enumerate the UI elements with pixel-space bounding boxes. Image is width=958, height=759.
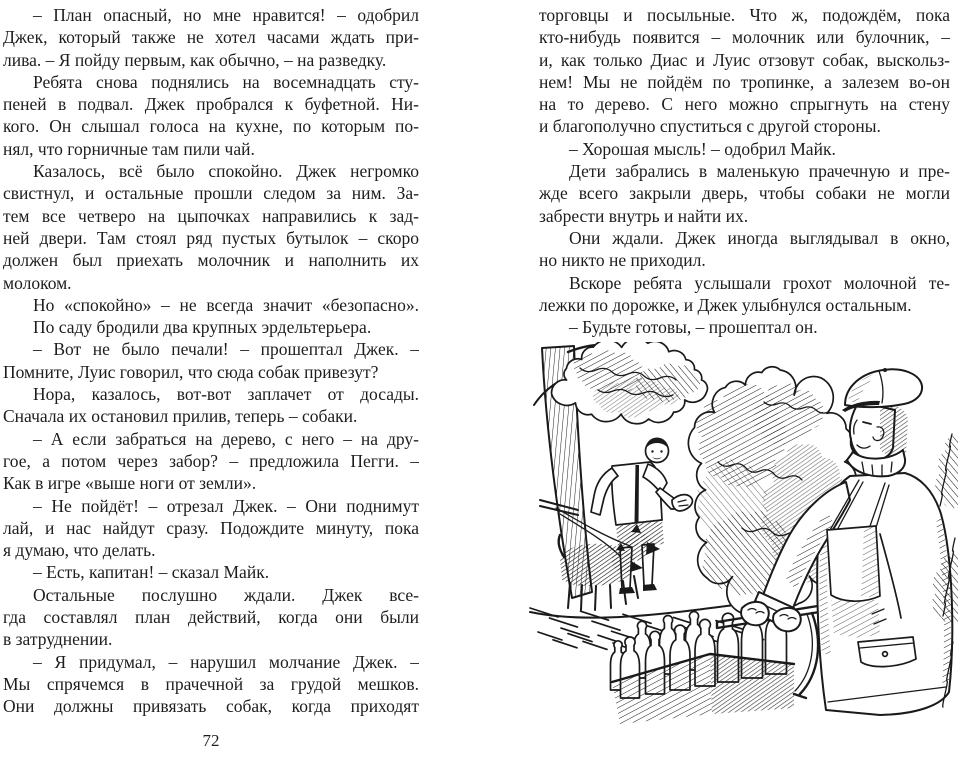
- text-line: – Вот не было печали! – прошептал Джек. –: [33, 339, 419, 360]
- text-line: – А если забраться на дерево, с него – на дру-: [33, 428, 419, 449]
- left-column: [3, 4, 419, 718]
- text-line: свистнул, и остальные прошли следом за ним. За-: [3, 183, 419, 204]
- text-line: Казалось, всё было спокойно. Джек негромко: [33, 161, 419, 182]
- text-line: молоком.: [3, 272, 72, 293]
- text-line: Они должны привязать собак, когда приходят: [3, 696, 419, 717]
- text-line: Остальные послушно ждали. Джек все-: [33, 584, 419, 605]
- text-line: тем все четверо на цыпочках направились к зад-: [3, 205, 419, 226]
- text-line: – План опасный, но мне нравится! – одобрил: [33, 5, 419, 25]
- text-line: забрести внутрь и найти их.: [539, 205, 749, 226]
- text-line: ней двери. Там стоял ряд пустых бутылок – скоро: [3, 227, 419, 248]
- text-line: Они ждали. Джек иногда выглядывал в окно,: [569, 227, 950, 248]
- text-line: – Есть, капитан! – сказал Майк.: [33, 562, 270, 583]
- page-number: 72: [202, 731, 220, 750]
- text-line: Мы спрячемся в прачечной за грудой мешков.: [3, 673, 419, 694]
- text-line: Ребята снова поднялись на восемнадцать сту-: [33, 71, 419, 92]
- text-line: торговцы и посыльные. Что ж, подождём, пока: [539, 5, 950, 25]
- text-line: – Хорошая мысль! – одобрил Майк.: [569, 138, 836, 159]
- text-line: должен был приехать молочник и наполнить их: [3, 250, 419, 271]
- text-line: лива. – Я пойду первым, как обычно, – на разведку.: [3, 49, 387, 70]
- text-line: нем! Мы не пойдём по тропинке, а залезем во-он: [539, 71, 950, 92]
- text-line: и благополучно спуститься с другой стороны.: [539, 116, 881, 137]
- text-line: Нора, казалось, вот-вот заплачет от досады.: [33, 384, 419, 405]
- text-line: и, как только Диас и Луис отзовут собак, выскольз-: [539, 49, 950, 70]
- right-column: [539, 4, 950, 338]
- text-line: – Я придумал, – нарушил молчание Джек. –: [33, 651, 419, 672]
- text-line: жде всего закрыли дверь, чтобы собаки не могли: [539, 183, 950, 204]
- text-line: Джек, который также не хотел часами ждать при-: [3, 27, 419, 48]
- text-line: нял, что горничные там пили чай.: [3, 138, 255, 159]
- text-line: Сначала их остановил прилив, теперь – собаки.: [3, 406, 358, 427]
- text-line: в затруднении.: [3, 629, 113, 650]
- text-line: Помните, Луис говорил, что сюда собак привезут?: [3, 361, 379, 382]
- text-line: гда составлял план действий, когда они были: [3, 607, 419, 628]
- text-line: – Не пойдёт! – отрезал Джек. – Они поднимут: [33, 495, 419, 516]
- illustration: [528, 342, 958, 759]
- text-line: лай, и нас найдут сразу. Подождите минуту, пока: [3, 517, 419, 538]
- text-line: Дети забрались в маленькую прачечную и пре-: [569, 161, 950, 182]
- text-line: гое, а потом через забор? – предложила Пегги. –: [3, 450, 419, 471]
- text-line: – Будьте готовы, – прошептал он.: [569, 317, 818, 338]
- text-line: кто-нибудь появится – молочник или булочник, –: [539, 27, 950, 48]
- text-line: но никто не приходил.: [539, 250, 706, 271]
- text-line: Как в игре «выше ноги от земли».: [3, 473, 257, 494]
- text-line: По саду бродили два крупных эрдельтерьера.: [33, 317, 372, 338]
- text-line: Но «спокойно» – не всегда значит «безопасно».: [33, 294, 419, 315]
- text-line: я думаю, что делать.: [3, 540, 156, 561]
- text-line: лежки по дорожке, и Джек улыбнулся остальным.: [539, 294, 912, 315]
- text-line: пеней в подвал. Джек пробрался к буфетной. Ни-: [3, 94, 419, 115]
- text-line: кого. Он слышал голоса на кухне, по которым по-: [3, 116, 419, 137]
- text-line: Вскоре ребята услышали грохот молочной те-: [569, 272, 950, 293]
- text-line: на то дерево. С него можно спрыгнуть на стену: [539, 94, 950, 115]
